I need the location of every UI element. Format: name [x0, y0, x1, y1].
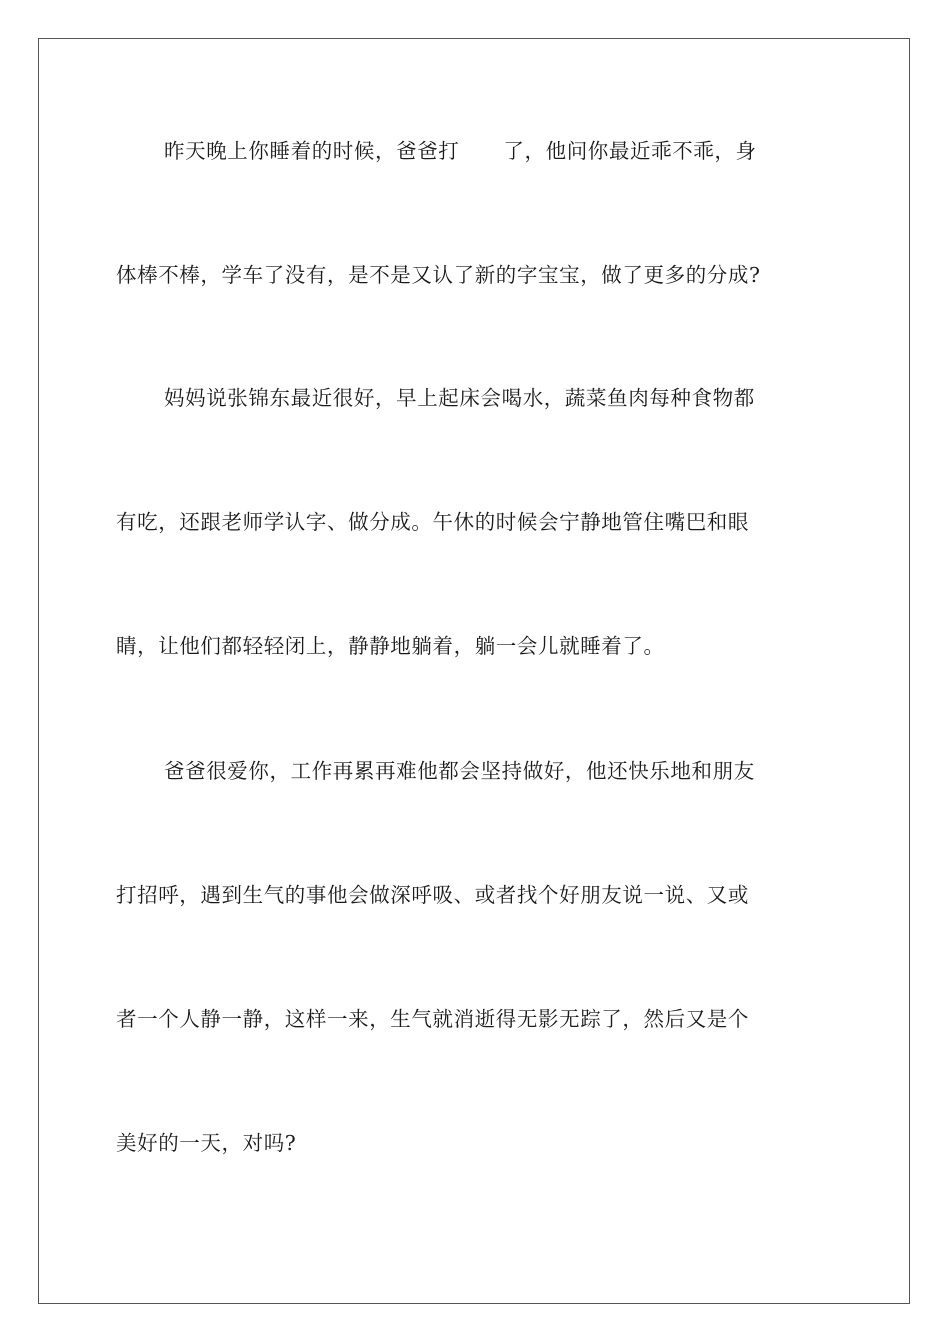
- text-line: 有吃，还跟老师学认字、做分成。午休的时候会宁静地管住嘴巴和眼: [116, 510, 749, 534]
- text-line: [164, 136, 836, 166]
- text-line: 打招呼，遇到生气的事他会做深呼吸、或者找个好朋友说一说、又或: [116, 883, 749, 907]
- text-line: 美好的一天，对吗?: [116, 1131, 297, 1155]
- text-line: 爸爸很爱你，工作再累再难他都会坚持做好，他还快乐地和朋友: [164, 759, 755, 783]
- text-line: 睛，让他们都轻轻闭上，静静地躺着，躺一会儿就睡着了。: [116, 634, 665, 658]
- text-line: 妈妈说张锦东最近很好，早上起床会喝水，蔬菜鱼肉每种食物都: [164, 386, 755, 410]
- text-line: 者一个人静一静，这样一来，生气就消逝得无影无踪了，然后又是个: [116, 1007, 749, 1031]
- text-segment: 了，他问你最近乖不乖，身: [503, 139, 757, 163]
- text-line: 体棒不棒，学车了没有，是不是又认了新的字宝宝，做了更多的分成?: [116, 263, 761, 287]
- text-segment: 昨天晚上你睡着的时候，爸爸打: [164, 139, 460, 163]
- page-border: [38, 38, 910, 1304]
